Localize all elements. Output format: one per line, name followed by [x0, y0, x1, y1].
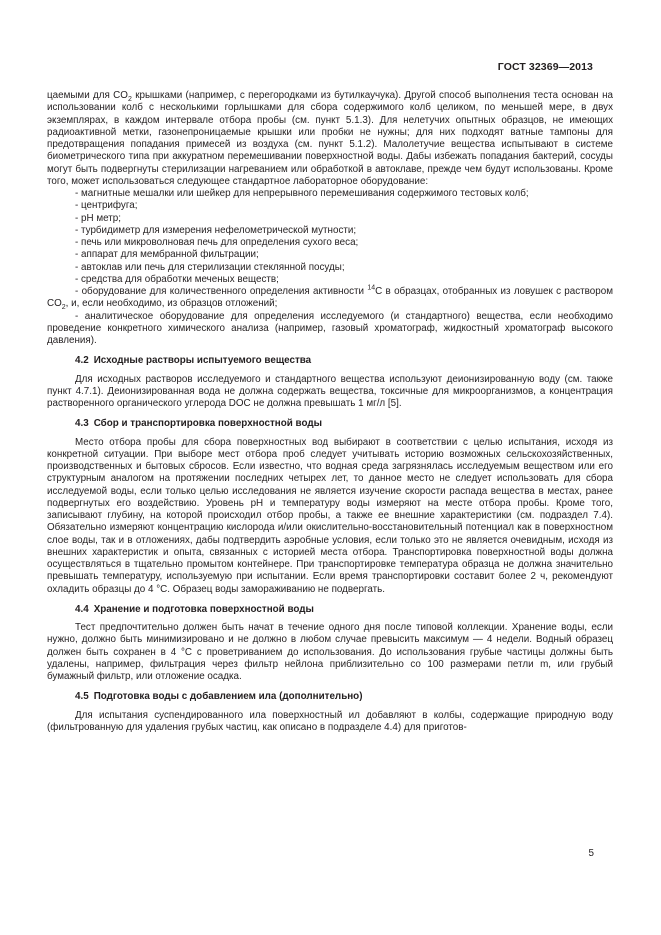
- equipment-list: [47, 188, 613, 347]
- section-4-5-text: Для испытания суспендированного ила поверхностный ил добавляют в колбы, содержащие природную воду (фильтрованную для удаления грубых частиц, как описано в подразделе 4.4) для приготов-: [47, 709, 613, 733]
- section-heading-4-4: [47, 604, 613, 616]
- section-title: Сбор и транспортировка поверхностной воды: [93, 418, 322, 430]
- paragraph-equipment-intro: [47, 90, 613, 188]
- section-4-3-text: Место отбора пробы для сбора поверхностных вод выбирают в соответствии с целью испытания, исходя из конкретной ситуации. При выборе мест отбора проб следует учитывать историю возможных сельскохозяйственных, производственных и бытовых сбросов. Если известно, что водная среда загрязнялась исследуемым веществом или его структурным аналогом на протяжении последних четырех лет, то данное место не следует использовать для сбора исследуемой воды, если только целью исследования не является изучение скорости распада вещества в местах, ранее подвергнутых его воздействию. Уровень pH и температуру воды измеряют на месте отбора пробы. Кроме того, записывают глубину, на которой происходил отбор пробы, а также ее внешние характеристики (см. подраздел 7.4). Обязательно измеряют концентрацию кислорода и/или окислительно-восстановительный потенциал как в поверхностном слое воды, так и в отложениях, дабы подтвердить аэробные условия, если только это не является очевидным, исходя из внешних характеристик и опыта, связанных с историей места отбора. Транспортировка поверхностной воды должна осуществляться в тщательно промытом контейнере. При транспортировке температура образца не должна значительно превышать температуру, используемую при испытании. Если время транспортировки составит более 2 ч, рекомендуют охладить образцы до 4 °С. Образец воды замораживанию не подвергать.: [47, 436, 613, 595]
- list-item: - магнитные мешалки или шейкер для непрерывного перемешивания содержимого тестовых колб;: [75, 188, 529, 199]
- section-4-4-text: Тест предпочтительно должен быть начат в течение одного дня после типовой коллекции. Хранение воды, если нужно, должно быть минимизировано и не должно в любом случае превысить максимум — 4 недели. Водный образец должен быть сохранен в 4 °С с проветриванием до использования. До использования грубые частицы должны быть удалены, например, фильтрация через фильтр нейлона приблизительно со 100 размерами петли m, или грубый бумажный фильтр, или отложение осадка.: [47, 622, 613, 682]
- section-title: Исходные растворы испытуемого вещества: [93, 355, 312, 367]
- list-item: - центрифуга;: [75, 200, 138, 212]
- list-item: - печь или микроволновая печь для определения сухого веса;: [75, 237, 359, 248]
- section-title: Подготовка воды с добавлением ила (дополнительно): [93, 691, 363, 703]
- list-item: - pH метр;: [75, 212, 121, 224]
- list-item: - средства для обработки меченых веществ;: [75, 273, 279, 285]
- section-number: 4.4: [75, 603, 89, 615]
- section-heading-4-3: [47, 418, 613, 430]
- section-number: 4.5: [75, 691, 89, 703]
- subscript: 2: [127, 95, 132, 103]
- subscript: 2: [61, 304, 66, 312]
- text-run: цаемыми для CO: [47, 90, 128, 101]
- text-run: - оборудование для количественного определения активности: [75, 286, 368, 297]
- superscript: 14: [367, 284, 376, 292]
- text-run: крышками (например, с перегородками из бутилкаучука). Другой способ выполнения теста основан на использовании колб с несколькими горлышками для сбора содержимого колб целиком, по меньшей мере, в двух экземплярах, в каждом интервале отбора пробы (см. пункт 5.1.3). Для нелетучих опытных образцов, не имеющих радиоактивной метки, газонепроницаемые крышки или пробки не нужны; для них подходят ватные тампоны для предотвращения попадания примесей из воздуха (см. пункт 5.1.2). Малолетучие вещества испытывают в системе биометрического типа при аккуратном перемешивании поверхностной воды. Дабы избежать попадания бактерий, сосуды могут быть подвергнуты стерилизации нагреванием или обработкой в автоклаве, прежде чем будут использованы. Кроме того, может использоваться следующее стандартное лабораторное оборудование:: [47, 90, 613, 187]
- list-item: [47, 286, 613, 311]
- list-item: - турбидиметр для измерения нефелометрической мутности;: [75, 224, 357, 236]
- standard-header: ГОСТ 32369—2013: [497, 61, 593, 73]
- section-number: 4.3: [75, 418, 89, 430]
- section-heading-4-5: [47, 691, 613, 703]
- page-number: 5: [588, 848, 594, 859]
- list-item: - аналитическое оборудование для определения исследуемого (и стандартного) вещества, если необходимо проведение конкретного химического анализа (например, газовый хроматограф, жидкостный хроматограф высокого давления).: [47, 310, 613, 346]
- document-body: [47, 90, 613, 734]
- text-run: , и, если необходимо, из образцов отложений;: [65, 298, 278, 310]
- section-heading-4-2: [47, 355, 613, 367]
- list-item: - аппарат для мембранной фильтрации;: [75, 249, 259, 261]
- section-4-2-text: Для исходных растворов исследуемого и стандартного вещества используют деионизированную воду (см. также пункт 4.7.1). Деионизированная вода не должна содержать вещества, токсичные для микроорганизмов, а концентрация растворенного органического углерода DOC не должна превышать 1 мг/л [5].: [47, 373, 613, 409]
- section-title: Хранение и подготовка поверхностной воды: [93, 603, 314, 615]
- list-item: - автоклав или печь для стерилизации стеклянной посуды;: [75, 261, 345, 273]
- text-run: C в образцах, отобранных из ловушек с раствором CO: [47, 286, 613, 310]
- section-number: 4.2: [75, 355, 89, 367]
